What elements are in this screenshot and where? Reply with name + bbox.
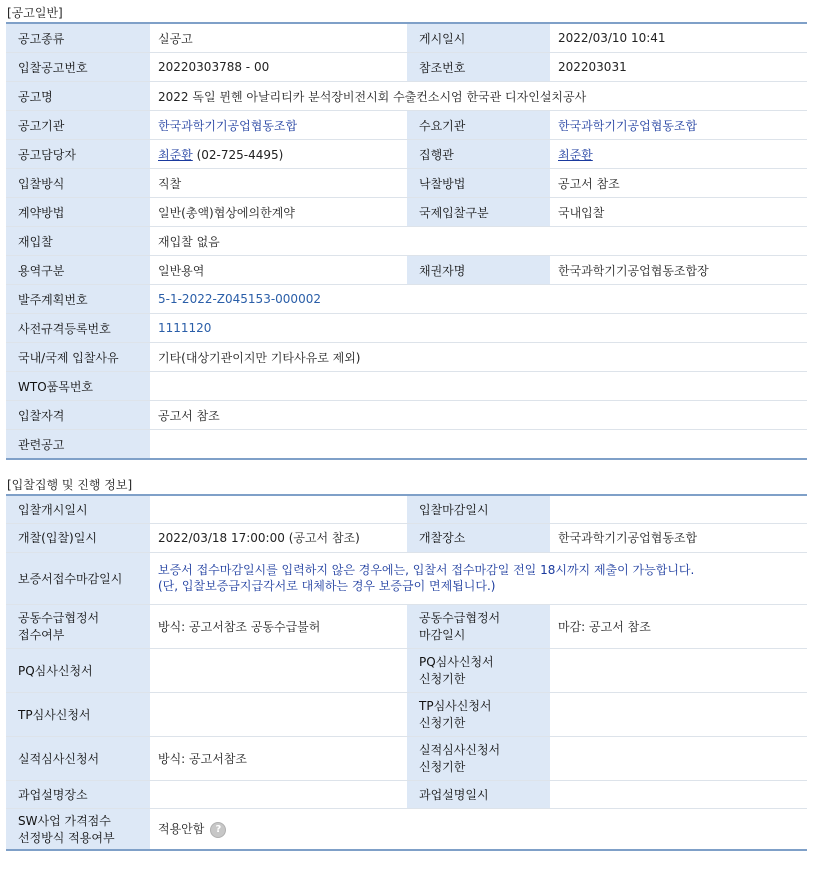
label-pq-application: PQ심사신청서	[6, 648, 150, 692]
label-sw-price-score	[6, 808, 150, 850]
manager-phone: (02-725-4495)	[192, 147, 284, 162]
value-service-type: 일반용역	[150, 256, 407, 285]
value-notice-name: 2022 독일 뮌헨 아날리티카 분석장비전시회 수출컨소시엄 한국관 디자인설치공사	[150, 82, 807, 111]
guarantee-notice-line1: 보증서 접수마감일시를 입력하지 않은 경우에는, 입찰서 접수마감일 전일 18시까지 제출이 가능합니다.	[158, 563, 695, 577]
table-row	[6, 111, 807, 140]
label-line: 공동수급협정서	[419, 611, 501, 625]
table-row	[6, 523, 807, 552]
label-posted-at: 게시일시	[407, 23, 550, 53]
value-pq-application	[150, 648, 407, 692]
label-line: 실적심사신청서	[419, 743, 501, 757]
label-performance-application: 실적심사신청서	[6, 736, 150, 780]
label-pq-deadline	[407, 648, 550, 692]
value-bid-deadline	[550, 495, 807, 523]
value-bid-number: 20220303788 - 00	[150, 53, 407, 82]
value-executor	[550, 140, 807, 169]
execution-section	[6, 476, 807, 851]
table-row	[6, 736, 807, 780]
table-row	[6, 256, 807, 285]
table-row	[6, 343, 807, 372]
label-line: PQ심사신청서	[419, 655, 494, 669]
label-briefing-place: 과업설명장소	[6, 780, 150, 808]
link-manager-name[interactable]: 최준환	[158, 147, 193, 162]
value-guarantee-notice	[150, 552, 807, 604]
value-sw-price-score	[150, 808, 807, 850]
general-section	[6, 4, 807, 460]
table-row	[6, 808, 807, 850]
label-bid-number: 입찰공고번호	[6, 53, 150, 82]
label-notice-name: 공고명	[6, 82, 150, 111]
label-award-method: 낙찰방법	[407, 169, 550, 198]
label-prespec-number: 사전규격등록번호	[6, 314, 150, 343]
help-icon[interactable]: ?	[210, 822, 226, 838]
label-contract-method: 계약방법	[6, 198, 150, 227]
execution-table	[6, 494, 807, 851]
label-line: 공동수급협정서	[18, 611, 100, 625]
value-intl-bid-type: 국내입찰	[550, 198, 807, 227]
table-row	[6, 314, 807, 343]
value-notice-type: 실공고	[150, 23, 407, 53]
label-opening-datetime: 개찰(입찰)일시	[6, 523, 150, 552]
label-line: 선정방식 적용여부	[18, 830, 115, 845]
label-tp-deadline	[407, 692, 550, 736]
label-line: 마감일시	[419, 628, 466, 642]
value-joint-agreement-receipt: 방식: 공고서참조 공동수급불허	[150, 604, 407, 648]
value-performance-deadline	[550, 736, 807, 780]
section-title-execution: [입찰집행 및 진행 정보]	[7, 478, 133, 492]
sw-price-score-text: 적용안함	[158, 822, 205, 836]
link-demand-agency[interactable]: 한국과학기기공업협동조합	[550, 111, 807, 140]
table-row	[6, 692, 807, 736]
table-row	[6, 552, 807, 604]
value-bid-qualification: 공고서 참조	[150, 401, 807, 430]
label-line: 신청기한	[419, 672, 466, 686]
value-notice-manager	[150, 140, 407, 169]
table-row	[6, 780, 807, 808]
table-row	[6, 648, 807, 692]
value-performance-application: 방식: 공고서참조	[150, 736, 407, 780]
label-guarantee-deadline: 보증서접수마감일시	[6, 552, 150, 604]
table-row	[6, 82, 807, 111]
general-table	[6, 22, 807, 460]
table-row	[6, 372, 807, 401]
label-order-plan-number: 발주계획번호	[6, 285, 150, 314]
link-notice-agency[interactable]: 한국과학기기공업협동조합	[150, 111, 407, 140]
table-row	[6, 430, 807, 460]
link-executor-name[interactable]: 최준환	[558, 147, 593, 162]
label-executor: 집행관	[407, 140, 550, 169]
label-bid-start: 입찰개시일시	[6, 495, 150, 523]
label-line: SW사업 가격점수	[18, 813, 111, 828]
value-opening-datetime: 2022/03/18 17:00:00 (공고서 참조)	[150, 523, 407, 552]
value-posted-at: 2022/03/10 10:41	[550, 23, 807, 53]
label-joint-agreement-deadline	[407, 604, 550, 648]
table-row	[6, 169, 807, 198]
label-demand-agency: 수요기관	[407, 111, 550, 140]
label-notice-type: 공고종류	[6, 23, 150, 53]
label-opening-place: 개찰장소	[407, 523, 550, 552]
value-briefing-place	[150, 780, 407, 808]
value-award-method: 공고서 참조	[550, 169, 807, 198]
value-joint-agreement-deadline: 마감: 공고서 참조	[550, 604, 807, 648]
table-row	[6, 140, 807, 169]
label-bid-qualification: 입찰자격	[6, 401, 150, 430]
value-related-notice	[150, 430, 807, 460]
label-bid-reason: 국내/국제 입찰사유	[6, 343, 150, 372]
guarantee-notice-line2: (단, 입찰보증금지급각서로 대체하는 경우 보증금이 면제됩니다.)	[158, 579, 496, 593]
table-row	[6, 495, 807, 523]
label-bid-deadline: 입찰마감일시	[407, 495, 550, 523]
table-row	[6, 227, 807, 256]
value-bid-method: 직찰	[150, 169, 407, 198]
label-line: 신청기한	[419, 716, 466, 730]
label-service-type: 용역구분	[6, 256, 150, 285]
value-wto-item	[150, 372, 807, 401]
label-line: 접수여부	[18, 628, 65, 642]
table-row	[6, 604, 807, 648]
label-reference-number: 참조번호	[407, 53, 550, 82]
label-joint-agreement-receipt	[6, 604, 150, 648]
value-tp-application	[150, 692, 407, 736]
label-briefing-datetime: 과업설명일시	[407, 780, 550, 808]
label-bid-method: 입찰방식	[6, 169, 150, 198]
table-row	[6, 53, 807, 82]
link-order-plan-number[interactable]: 5-1-2022-Z045153-000002	[150, 285, 807, 314]
value-reference-number: 202203031	[550, 53, 807, 82]
label-notice-agency: 공고기관	[6, 111, 150, 140]
value-contract-method: 일반(총액)협상에의한계약	[150, 198, 407, 227]
value-creditor-name: 한국과학기기공업협동조합장	[550, 256, 807, 285]
label-rebid: 재입찰	[6, 227, 150, 256]
link-prespec-number[interactable]: 1111120	[150, 314, 807, 343]
label-tp-application: TP심사신청서	[6, 692, 150, 736]
value-bid-reason: 기타(대상기관이지만 기타사유로 제외)	[150, 343, 807, 372]
value-opening-place: 한국과학기기공업협동조합	[550, 523, 807, 552]
value-tp-deadline	[550, 692, 807, 736]
label-intl-bid-type: 국제입찰구분	[407, 198, 550, 227]
label-performance-deadline	[407, 736, 550, 780]
table-row	[6, 401, 807, 430]
label-creditor-name: 채권자명	[407, 256, 550, 285]
label-notice-manager: 공고담당자	[6, 140, 150, 169]
value-briefing-datetime	[550, 780, 807, 808]
label-line: 신청기한	[419, 760, 466, 774]
section-title-general: [공고일반]	[7, 6, 63, 20]
label-related-notice: 관련공고	[6, 430, 150, 460]
label-wto-item: WTO품목번호	[6, 372, 150, 401]
table-row	[6, 285, 807, 314]
value-bid-start	[150, 495, 407, 523]
value-pq-deadline	[550, 648, 807, 692]
table-row	[6, 23, 807, 53]
table-row	[6, 198, 807, 227]
label-line: TP심사신청서	[419, 699, 492, 713]
value-rebid: 재입찰 없음	[150, 227, 807, 256]
